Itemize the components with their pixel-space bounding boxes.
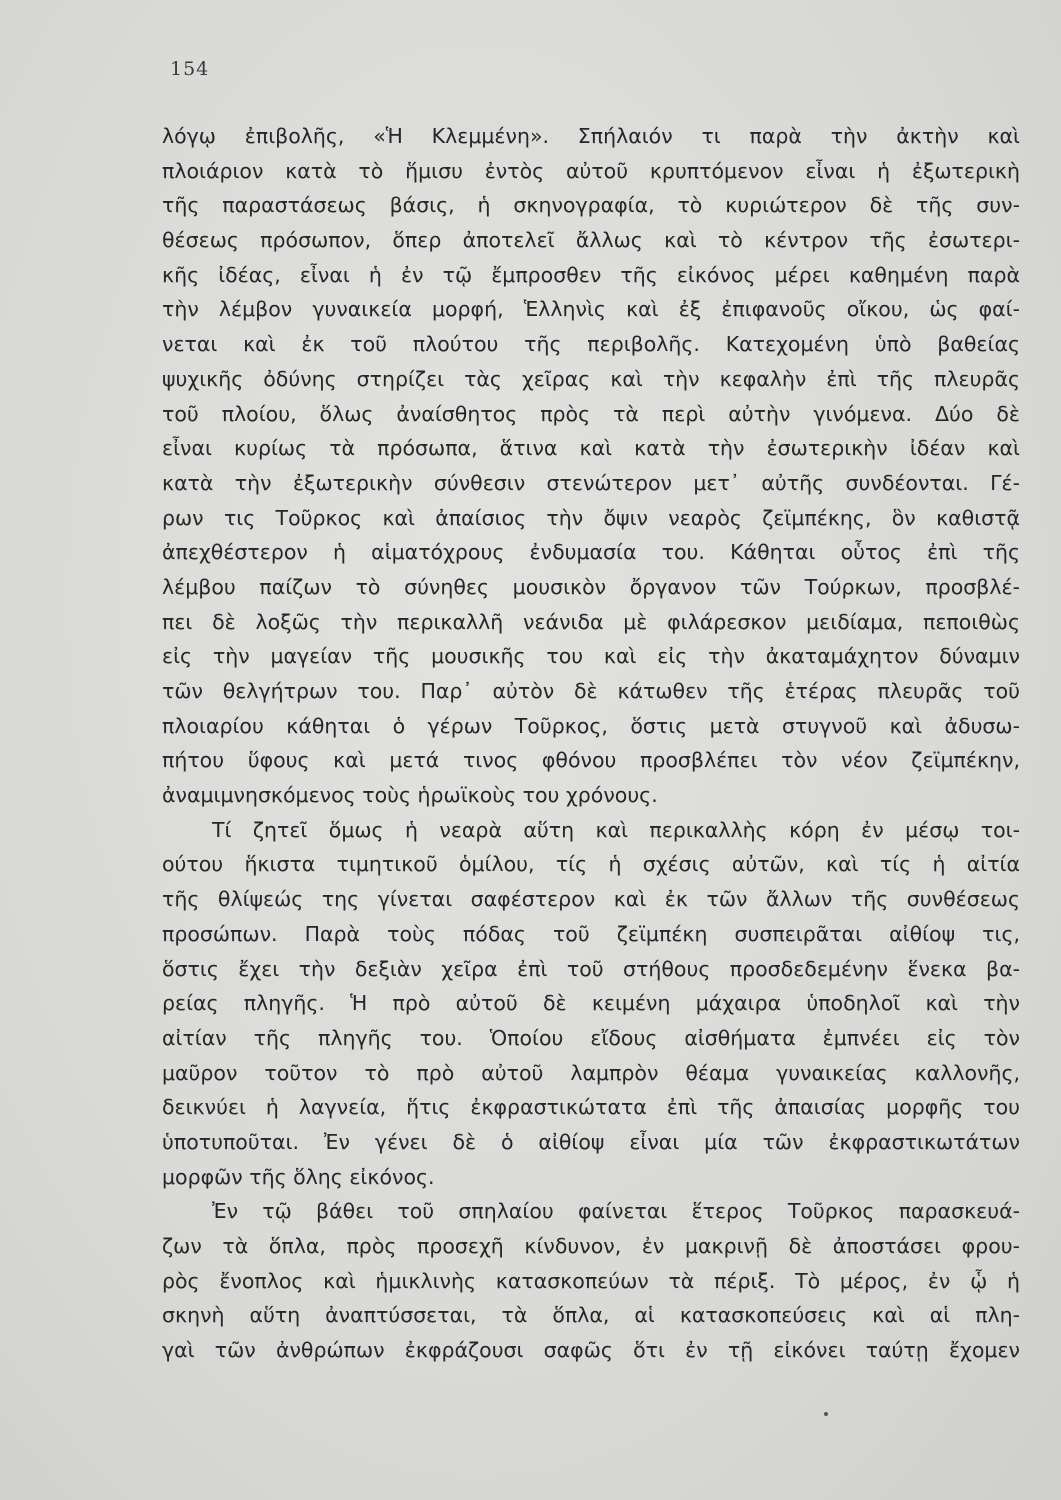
text-line: αἰτίαν τῆς πληγῆς του. Ὁποίου εἴδους αἰσθήματα ἐμπνέει εἰς τὸν (162, 1025, 1020, 1050)
text-line: Ἐν τῷ βάθει τοῦ σπηλαίου φαίνεται ἕτερος Τοῦρκος παρασκευά- (212, 1199, 1020, 1224)
paragraph-1 (162, 119, 1020, 813)
paragraph-3 (162, 1194, 1020, 1367)
text-line: νεται καὶ ἐκ τοῦ πλούτου τῆς περιβολῆς. Κατεχομένη ὑπὸ βαθείας (162, 332, 1020, 357)
text-line: πει δὲ λοξῶς τὴν περικαλλῆ νεάνιδα μὲ φιλάρεσκον μειδίαμα, πεποιθὼς (162, 609, 1020, 634)
text-line: ἀπεχθέστερον ἡ αἱματόχρους ἐνδυμασία του. Κάθηται οὗτος ἐπὶ τῆς (162, 540, 1020, 565)
text-line: πλοιαρίου κάθηται ὁ γέρων Τοῦρκος, ὅστις μετὰ στυγνοῦ καὶ ἀδυσω- (162, 713, 1020, 738)
text-line: ούτου ἥκιστα τιμητικοῦ ὁμίλου, τίς ἡ σχέσις αὐτῶν, καὶ τίς ἡ αἰτία (162, 852, 1020, 877)
text-line: μαῦρον τοῦτον τὸ πρὸ αὐτοῦ λαμπρὸν θέαμα γυναικείας καλλονῆς, (162, 1060, 1020, 1085)
text-line: ἀναμιμνησκόμενος τοὺς ἡρωϊκοὺς του χρόνους. (162, 783, 658, 808)
text-line: λέμβου παίζων τὸ σύνηθες μουσικὸν ὄργανον τῶν Τούρκων, προσβλέ- (162, 574, 1020, 599)
paragraph-2 (162, 813, 1020, 1195)
text-line: ρων τις Τοῦρκος καὶ ἀπαίσιος τὴν ὄψιν νεαρὸς ζεϊμπέκης, ὃν καθιστᾷ (162, 505, 1020, 530)
text-line: πλοιάριον κατὰ τὸ ἥμισυ ἐντὸς αὐτοῦ κρυπτόμενον εἶναι ἡ ἐξωτερικὴ (162, 158, 1020, 183)
text-line: λόγῳ ἐπιβολῆς, «Ἡ Κλεμμένη». Σπήλαιόν τι παρὰ τὴν ἀκτὴν καὶ (162, 124, 1020, 148)
ink-speck (824, 1412, 828, 1416)
text-line: τῆς παραστάσεως βάσις, ἡ σκηνογραφία, τὸ κυριώτερον δὲ τῆς συν- (162, 193, 1020, 218)
text-line: σκηνὴ αὕτη ἀναπτύσσεται, τὰ ὅπλα, αἱ κατασκοπεύσεις καὶ αἱ πλη- (162, 1303, 1020, 1328)
text-line: κατὰ τὴν ἐξωτερικὴν σύνθεσιν στενώτερον μετ᾽ αὐτῆς συνδέονται. Γέ- (162, 470, 1020, 495)
page-number: 154 (170, 58, 210, 80)
text-line: μορφῶν τῆς ὅλης εἰκόνος. (162, 1164, 435, 1189)
text-line: ζων τὰ ὅπλα, πρὸς προσεχῆ κίνδυνον, ἐν μακρινῇ δὲ ἀποστάσει φρου- (162, 1234, 1020, 1258)
text-line: θέσεως πρόσωπον, ὅπερ ἀποτελεῖ ἄλλως καὶ τὸ κέντρον τῆς ἐσωτερι- (162, 228, 1020, 253)
text-line: γαὶ τῶν ἀνθρώπων ἐκφράζουσι σαφῶς ὅτι ἐν τῇ εἰκόνει ταύτῃ ἔχομεν (162, 1338, 1020, 1363)
text-line: ρείας πληγῆς. Ἡ πρὸ αὐτοῦ δὲ κειμένη μάχαιρα ὑποδηλοῖ καὶ τὴν (162, 991, 1020, 1016)
text-line: τοῦ πλοίου, ὅλως ἀναίσθητος πρὸς τὰ περὶ αὐτὴν γινόμενα. Δύο δὲ (162, 401, 1020, 426)
text-line: ψυχικῆς ὀδύνης στηρίζει τὰς χεῖρας καὶ τὴν κεφαλὴν ἐπὶ τῆς πλευρᾶς (162, 366, 1020, 391)
text-line: προσώπων. Παρὰ τοὺς πόδας τοῦ ζεϊμπέκη συσπειρᾶται αἰθίοψ τις, (162, 921, 1020, 946)
body-text (162, 119, 1020, 1368)
text-line: δεικνύει ἡ λαγνεία, ἥτις ἐκφραστικώτατα ἐπὶ τῆς ἀπαισίας μορφῆς του (162, 1095, 1020, 1120)
text-line: ὅστις ἔχει τὴν δεξιὰν χεῖρα ἐπὶ τοῦ στήθους προσδεδεμένην ἕνεκα βα- (162, 956, 1020, 981)
text-line: τῶν θελγήτρων του. Παρ᾽ αὐτὸν δὲ κάτωθεν τῆς ἑτέρας πλευρᾶς τοῦ (162, 679, 1020, 703)
text-line: πήτου ὕφους καὶ μετά τινος φθόνου προσβλέπει τὸν νέον ζεϊμπέκην, (162, 748, 1020, 773)
text-line: εἰς τὴν μαγείαν τῆς μουσικῆς του καὶ εἰς τὴν ἀκαταμάχητον δύναμιν (162, 644, 1020, 669)
text-line: εἶναι κυρίως τὰ πρόσωπα, ἅτινα καὶ κατὰ τὴν ἐσωτερικὴν ἰδέαν καὶ (162, 436, 1020, 461)
text-line: ρὸς ἔνοπλος καὶ ἡμικλινὴς κατασκοπεύων τὰ πέριξ. Τὸ μέρος, ἐν ᾧ ἡ (162, 1268, 1020, 1293)
text-line: κῆς ἰδέας, εἶναι ἡ ἐν τῷ ἔμπροσθεν τῆς εἰκόνος μέρει καθημένη παρὰ (162, 262, 1020, 287)
text-line: τῆς θλίψεώς της γίνεται σαφέστερον καὶ ἐκ τῶν ἄλλων τῆς συνθέσεως (162, 887, 1020, 912)
text-line: ὑποτυποῦται. Ἐν γένει δὲ ὁ αἰθίοψ εἶναι μία τῶν ἐκφραστικωτάτων (162, 1129, 1020, 1154)
text-line: τὴν λέμβον γυναικεία μορφή, Ἑλληνὶς καὶ ἐξ ἐπιφανοῦς οἴκου, ὡς φαί- (162, 297, 1020, 322)
text-line: Τί ζητεῖ ὅμως ἡ νεαρὰ αὕτη καὶ περικαλλὴς κόρη ἐν μέσῳ τοι- (212, 817, 1020, 842)
